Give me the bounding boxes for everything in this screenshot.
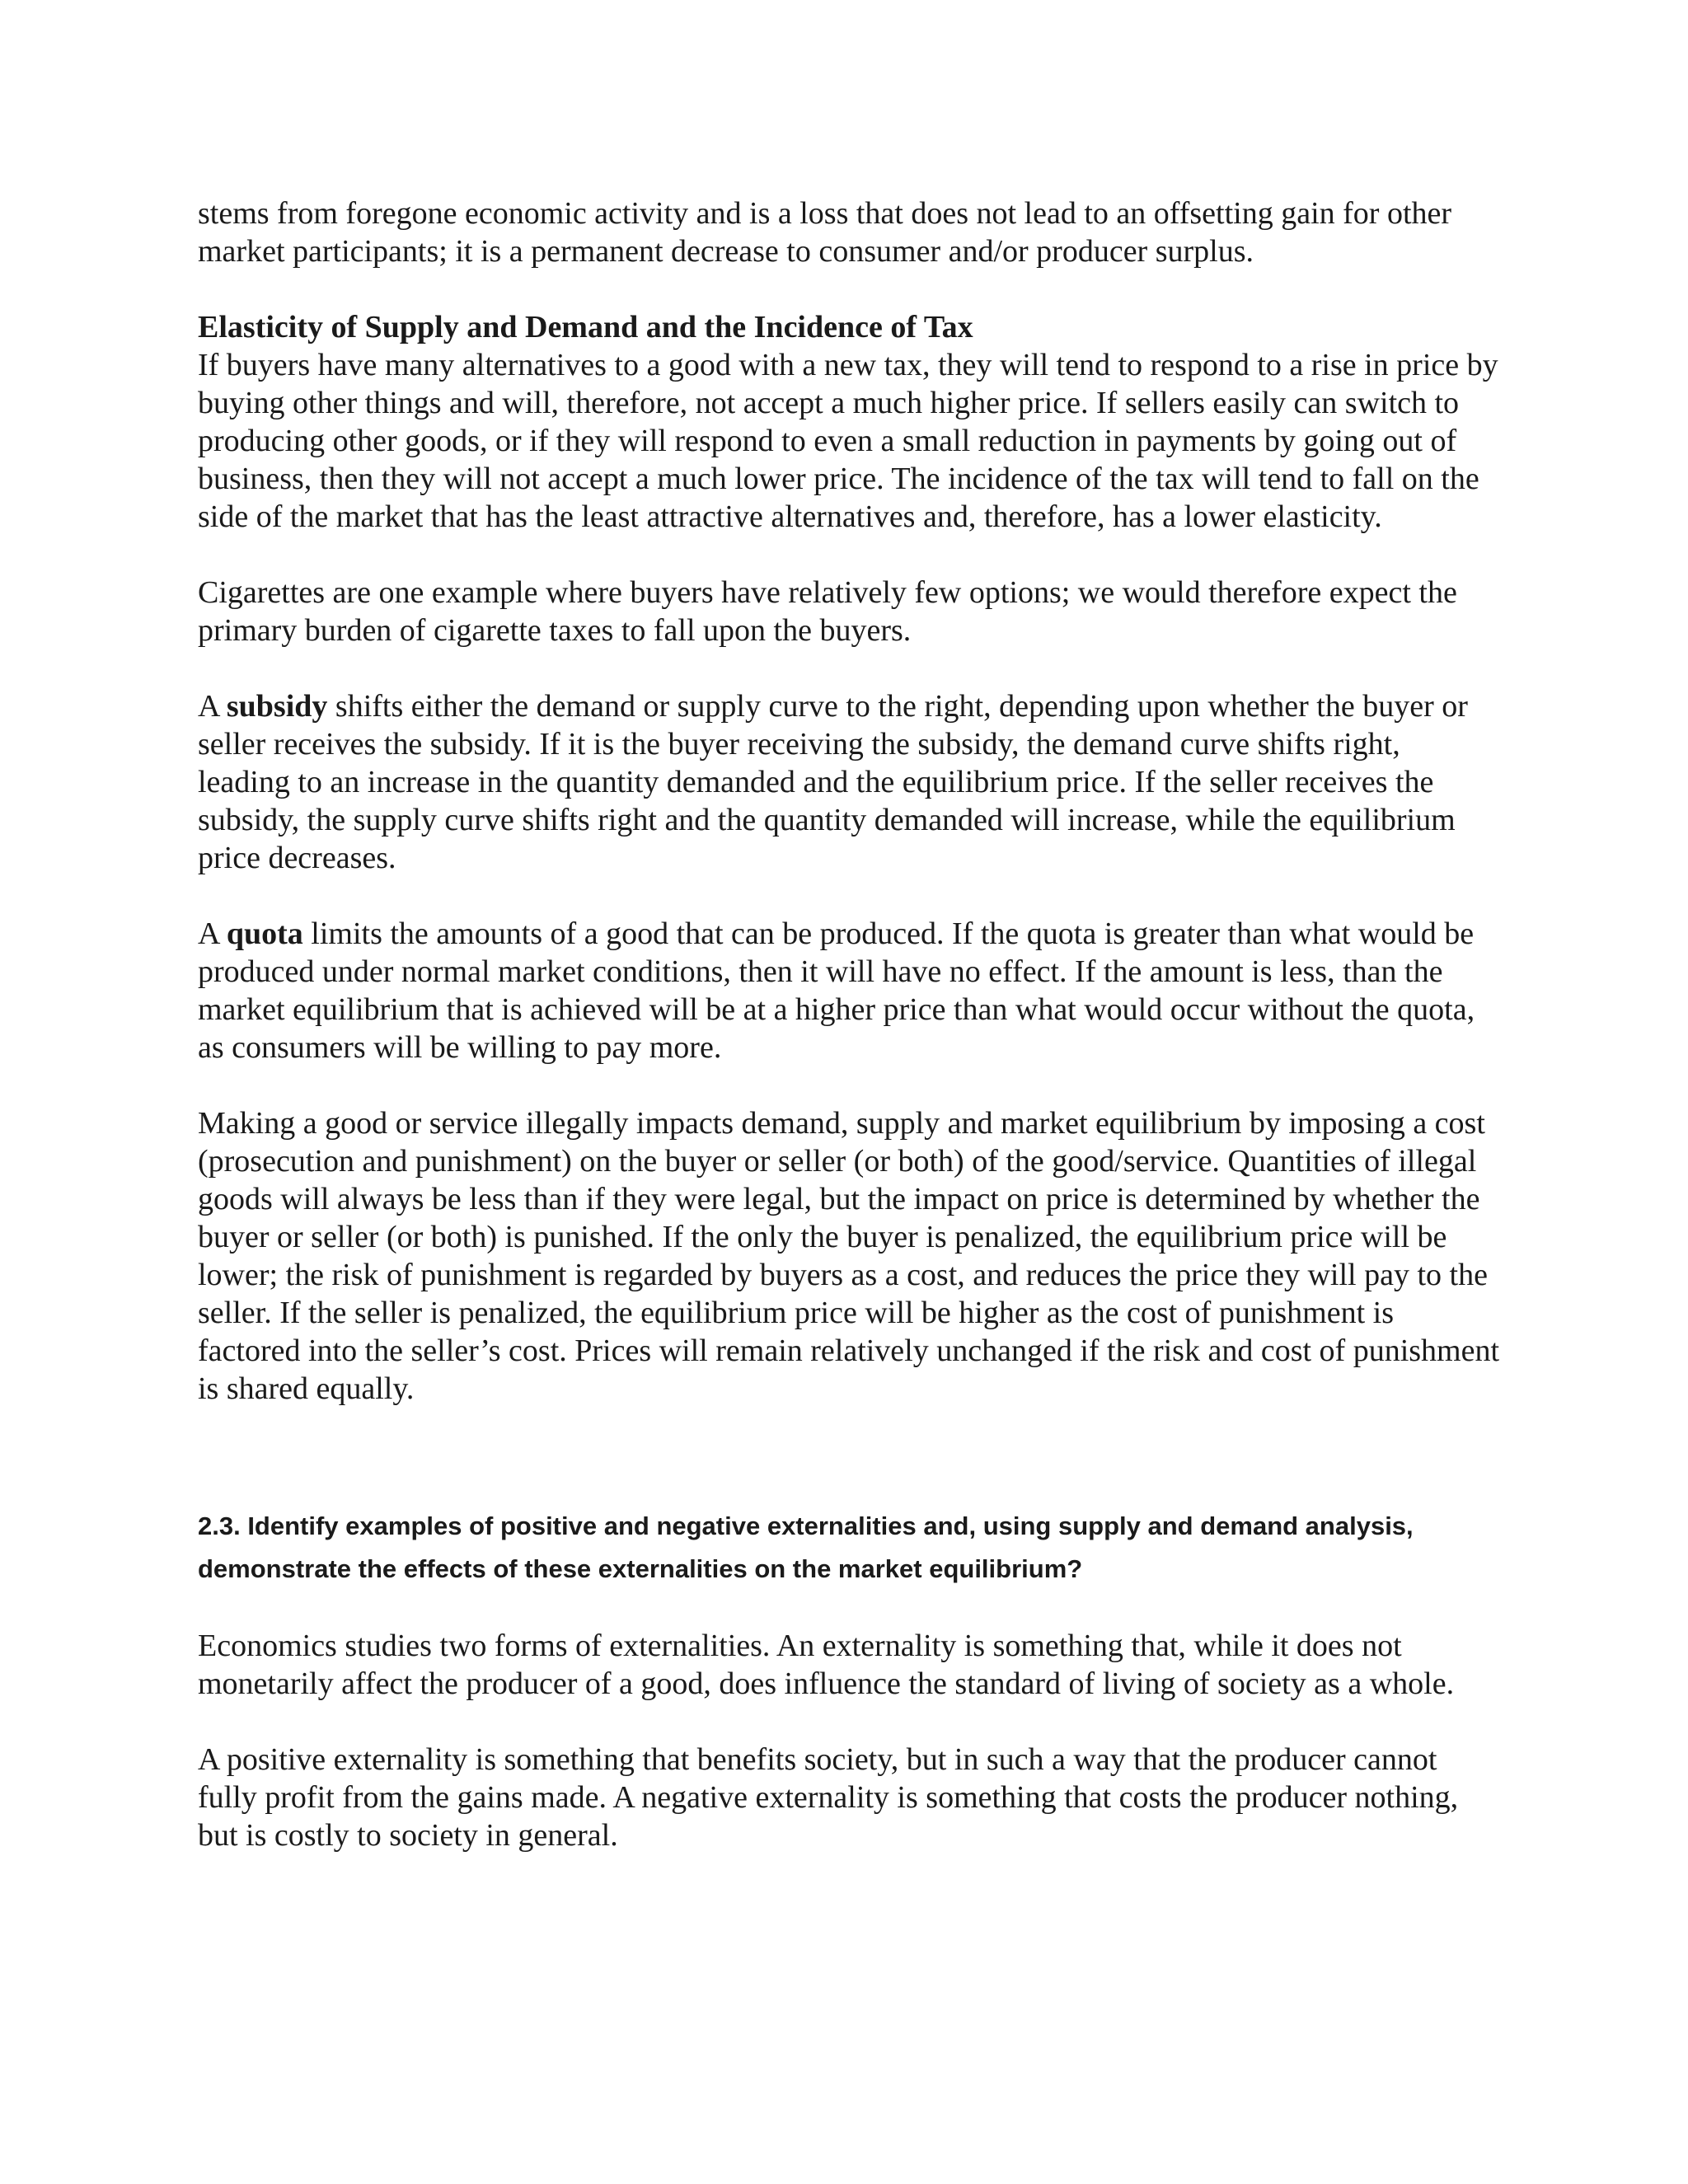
section-heading-2-3: 2.3. Identify examples of positive and negative externalities and, using supply and demand analysis, demonstrate the effects of these externalities on the market equilibrium? (198, 1511, 1414, 1583)
quota-term: quota (226, 916, 303, 951)
subsidy-text: shifts either the demand or supply curve to the right, depending upon whether the buyer or seller receives the subsidy. If it is the buyer receiving the subsidy, the demand curve shifts right, leading to an increase in the quantity demanded and the equilibrium price. If the seller receives the subsidy, the supply curve shifts right and the quantity demanded will increase, while the equilibrium price decreases. (198, 689, 1468, 875)
paragraph-illegal-goods: Making a good or service illegally impacts demand, supply and market equilibrium by imposing a cost (prosecution and punishment) on the buyer or seller (or both) of the good/service. Quantities of illegal goods will always be less than if they were legal, but the impact on price is determined by whether the buyer or seller (or both) is punished. If the only the buyer is penalized, the equilibrium price will be lower; the risk of punishment is regarded by buyers as a cost, and reduces the price they will pay to the seller. If the seller is penalized, the equilibrium price will be higher as the cost of punishment is factored into the seller’s cost. Prices will remain relatively unchanged if the risk and cost of punishment is shared equally. (198, 1106, 1500, 1406)
elasticity-heading: Elasticity of Supply and Demand and the Incidence of Tax (198, 310, 973, 344)
paragraph-externalities-types: A positive externality is something that benefits society, but in such a way that the producer cannot fully profit from the gains made. A negative externality is something that costs the producer nothing, but is costly to society in general. (198, 1742, 1459, 1853)
paragraph-elasticity: If buyers have many alternatives to a good with a new tax, they will tend to respond to a rise in price by buying other things and will, therefore, not accept a much higher price. If sellers easily can switch to producing other goods, or if they will respond to even a small reduction in payments by going out of business, then they will not accept a much lower price. The incidence of the tax will tend to fall on the side of the market that has the least attractive alternatives and, therefore, has a lower elasticity. (198, 348, 1498, 534)
paragraph-quota (198, 915, 1500, 1066)
elasticity-section (198, 308, 1500, 536)
subsidy-term: subsidy (226, 689, 328, 724)
document-page (198, 194, 1500, 1892)
paragraph-externalities-intro: Economics studies two forms of externalities. An externality is something that, while it does not monetarily affect the producer of a good, does influence the standard of living of society as a whole. (198, 1629, 1455, 1701)
subsidy-prefix: A (198, 689, 227, 724)
quota-prefix: A (198, 916, 227, 951)
paragraph-subsidy (198, 687, 1500, 877)
paragraph-deadweight-loss: stems from foregone economic activity and is a loss that does not lead to an offsetting gain for other market participants; it is a permanent decrease to consumer and/or producer surplus. (198, 196, 1452, 269)
paragraph-cigarettes: Cigarettes are one example where buyers have relatively few options; we would therefore expect the primary burden of cigarette taxes to fall upon the buyers. (198, 575, 1457, 648)
quota-text: limits the amounts of a good that can be produced. If the quota is greater than what would be produced under normal market conditions, then it will have no effect. If the amount is less, than the market equilibrium that is achieved will be at a higher price than what would occur without the quota, as consumers will be willing to pay more. (198, 916, 1475, 1065)
